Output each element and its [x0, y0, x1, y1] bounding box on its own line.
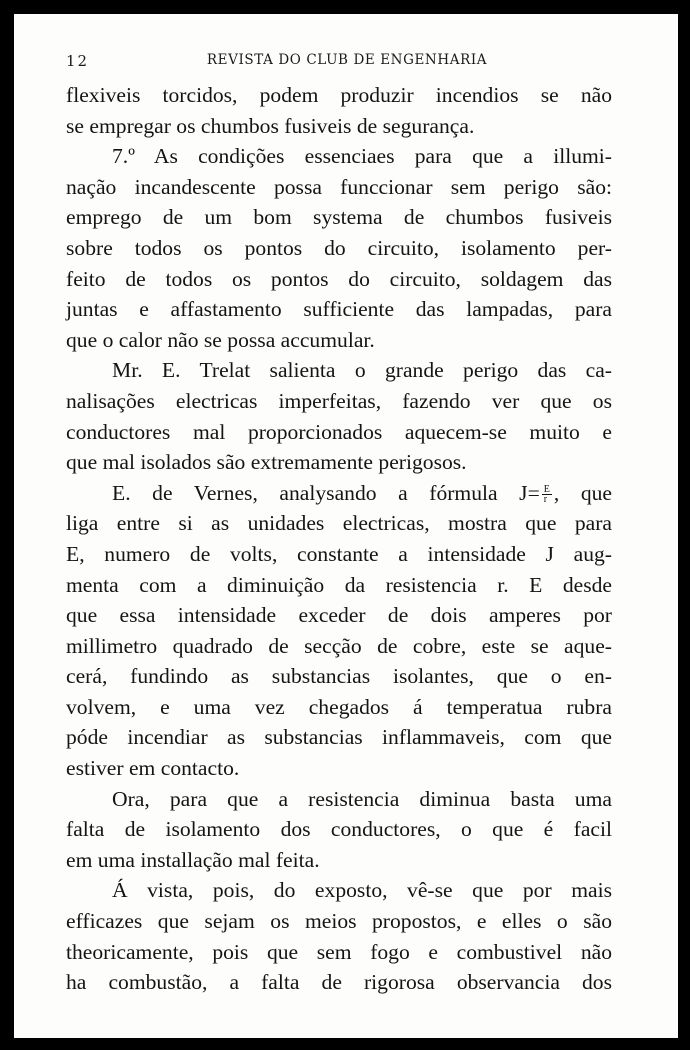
text-line: liga entre si as unidades electricas, mostra que para [66, 511, 612, 536]
text-line: ha combustão, a falta de rigorosa observancia dos [66, 970, 612, 995]
text-line: juntas e affastamento sufficiente das lampadas, para [66, 297, 612, 322]
formula-text-after: , que [553, 480, 612, 505]
paragraph [66, 80, 612, 141]
text-line: conductores mal proporcionados aquecem-se muito e [66, 419, 612, 444]
text-line: que o calor não se possa accumular. [66, 327, 375, 352]
text-line: se empregar os chumbos fusiveis de segurança. [66, 113, 475, 138]
text-line: póde incendiar as substancias inflammaveis, com que [66, 725, 612, 750]
text-line: falta de isolamento dos conductores, o que é facil [66, 817, 612, 842]
text-line: 7.º As condições essenciaes para que a illumi- [112, 144, 612, 169]
text-line: feito de todos os pontos do circuito, soldagem das [66, 266, 612, 291]
page-header [66, 52, 628, 76]
fraction-numerator: E [543, 484, 550, 496]
paragraph [66, 355, 612, 477]
paragraph [66, 875, 612, 997]
body-text [66, 80, 612, 998]
text-line: estiver em contacto. [66, 756, 240, 781]
paragraph [66, 478, 612, 784]
running-title: REVISTA DO CLUB DE ENGENHARIA [206, 52, 488, 68]
paragraph [66, 784, 612, 876]
text-line: Mr. E. Trelat salienta o grande perigo das ca- [112, 358, 612, 383]
text-line: Á vista, pois, do exposto, vê-se que por mais [112, 878, 612, 903]
text-line [66, 478, 612, 509]
book-page [14, 14, 678, 1038]
text-line: theoricamente, pois que sem fogo e combustivel não [66, 939, 612, 964]
text-line: que mal isolados são extremamente perigosos. [66, 450, 467, 475]
text-line: menta com a diminuição da resistencia r. E desde [66, 572, 612, 597]
text-line: volvem, e uma vez chegados á temperatua rubra [66, 694, 612, 719]
page-number: 12 [66, 52, 90, 70]
text-line: flexiveis torcidos, podem produzir incendios se não [66, 83, 612, 107]
text-line: sobre todos os pontos do circuito, isolamento per- [66, 235, 612, 260]
text-line: em uma installação mal feita. [66, 847, 320, 872]
text-line: cerá, fundindo as substancias isolantes, que o en- [66, 664, 612, 689]
text-line: millimetro quadrado de secção de cobre, este se aque- [66, 633, 612, 658]
text-line: E, numero de volts, constante a intensidade J aug- [66, 541, 612, 566]
text-line: Ora, para que a resistencia diminua basta uma [112, 786, 612, 811]
text-line: efficazes que sejam os meios propostos, e elles o são [66, 909, 612, 934]
text-line: emprego de um bom systema de chumbos fusiveis [66, 205, 612, 230]
text-line: que essa intensidade exceder de dois amperes por [66, 603, 612, 628]
text-line: nação incandescente possa funccionar sem perigo são: [66, 174, 612, 199]
paragraph [66, 141, 612, 355]
fraction-denominator: r [543, 494, 548, 506]
text-line: nalisações electricas imperfeitas, fazendo ver que os [66, 388, 612, 413]
formula-text-before: E. de Vernes, analysando a fórmula J= [112, 480, 540, 505]
formula-fraction [542, 485, 552, 504]
